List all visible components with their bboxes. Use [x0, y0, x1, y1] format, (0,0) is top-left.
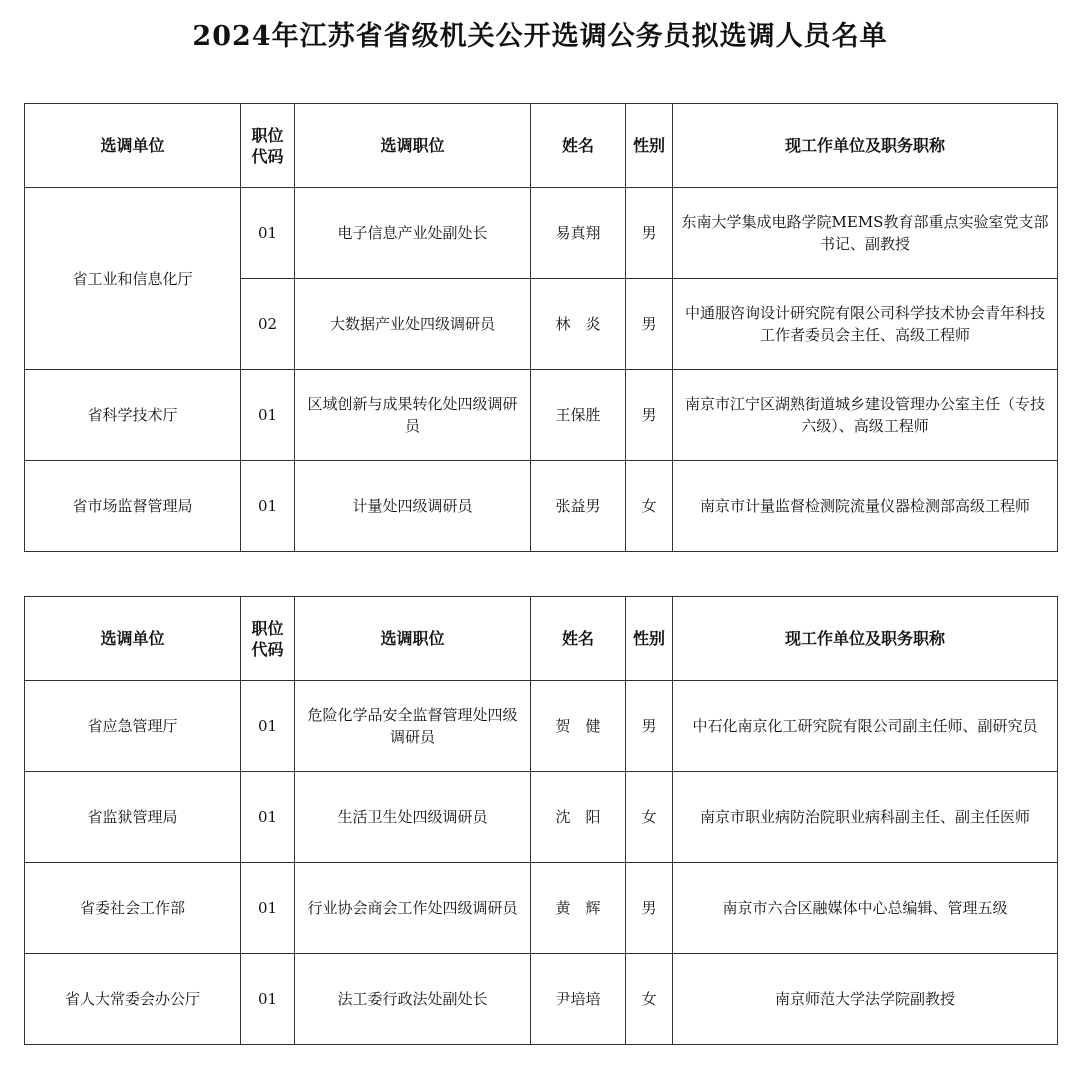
header-gender: 性别: [626, 597, 673, 681]
workplace-cell: 南京市六合区融媒体中心总编辑、管理五级: [673, 863, 1058, 954]
workplace-cell: 南京市职业病防治院职业病科副主任、副主任医师: [673, 772, 1058, 863]
header-position: 选调职位: [295, 597, 531, 681]
name-cell: 张益男: [531, 461, 626, 552]
table-row: [25, 370, 1058, 461]
table-row: [25, 681, 1058, 772]
header-code-line2: 代码: [251, 146, 284, 166]
gender-cell: 女: [626, 461, 673, 552]
header-name: 姓名: [531, 104, 626, 188]
workplace-cell: 中通服咨询设计研究院有限公司科学技术协会青年科技工作者委员会主任、高级工程师: [673, 279, 1058, 370]
gender-cell: 男: [626, 279, 673, 370]
header-workplace: 现工作单位及职务职称: [673, 104, 1058, 188]
header-code-line1: 职位: [251, 125, 284, 145]
unit-cell: 省应急管理厅: [25, 681, 241, 772]
position-cell: 行业协会商会工作处四级调研员: [295, 863, 531, 954]
header-code: [241, 597, 295, 681]
gender-cell: 男: [626, 681, 673, 772]
table-row: [25, 954, 1058, 1045]
workplace-cell: 南京师范大学法学院副教授: [673, 954, 1058, 1045]
name-cell: 尹培培: [531, 954, 626, 1045]
code-cell: 02: [241, 279, 295, 370]
position-cell: 法工委行政法处副处长: [295, 954, 531, 1045]
name-cell: 王保胜: [531, 370, 626, 461]
header-unit: 选调单位: [25, 104, 241, 188]
code-cell: 01: [241, 954, 295, 1045]
position-cell: 生活卫生处四级调研员: [295, 772, 531, 863]
header-name: 姓名: [531, 597, 626, 681]
code-cell: 01: [241, 681, 295, 772]
gender-cell: 女: [626, 954, 673, 1045]
table-row: [25, 772, 1058, 863]
gender-cell: 男: [626, 863, 673, 954]
name-cell: 黄 辉: [531, 863, 626, 954]
unit-cell: 省监狱管理局: [25, 772, 241, 863]
code-cell: 01: [241, 370, 295, 461]
table-row: [25, 461, 1058, 552]
table-row: [25, 863, 1058, 954]
workplace-cell: 东南大学集成电路学院MEMS教育部重点实验室党支部书记、副教授: [673, 188, 1058, 279]
position-cell: 区域创新与成果转化处四级调研员: [295, 370, 531, 461]
unit-cell: 省人大常委会办公厅: [25, 954, 241, 1045]
gender-cell: 男: [626, 370, 673, 461]
name-cell: 林 炎: [531, 279, 626, 370]
position-cell: 大数据产业处四级调研员: [295, 279, 531, 370]
position-cell: 计量处四级调研员: [295, 461, 531, 552]
table-header-row: [25, 597, 1058, 681]
position-cell: 电子信息产业处副处长: [295, 188, 531, 279]
header-position: 选调职位: [295, 104, 531, 188]
code-cell: 01: [241, 461, 295, 552]
unit-cell: 省工业和信息化厅: [25, 188, 241, 370]
workplace-cell: 中石化南京化工研究院有限公司副主任师、副研究员: [673, 681, 1058, 772]
unit-cell: 省科学技术厅: [25, 370, 241, 461]
candidate-table-2: [24, 596, 1058, 1045]
header-unit: 选调单位: [25, 597, 241, 681]
name-cell: 易真翔: [531, 188, 626, 279]
header-code-line1: 职位: [251, 618, 284, 638]
header-code: [241, 104, 295, 188]
header-code-line2: 代码: [251, 639, 284, 659]
unit-cell: 省市场监督管理局: [25, 461, 241, 552]
table-header-row: [25, 104, 1058, 188]
table-row: [25, 188, 1058, 279]
position-cell: 危险化学品安全监督管理处四级调研员: [295, 681, 531, 772]
header-workplace: 现工作单位及职务职称: [673, 597, 1058, 681]
code-cell: 01: [241, 863, 295, 954]
name-cell: 沈 阳: [531, 772, 626, 863]
candidate-table-1: [24, 103, 1058, 552]
gender-cell: 女: [626, 772, 673, 863]
code-cell: 01: [241, 772, 295, 863]
gender-cell: 男: [626, 188, 673, 279]
workplace-cell: 南京市江宁区湖熟街道城乡建设管理办公室主任（专技六级）、高级工程师: [673, 370, 1058, 461]
name-cell: 贺 健: [531, 681, 626, 772]
workplace-cell: 南京市计量监督检测院流量仪器检测部高级工程师: [673, 461, 1058, 552]
unit-cell: 省委社会工作部: [25, 863, 241, 954]
code-cell: 01: [241, 188, 295, 279]
document-title: 2024年江苏省省级机关公开选调公务员拟选调人员名单: [192, 21, 888, 52]
header-gender: 性别: [626, 104, 673, 188]
